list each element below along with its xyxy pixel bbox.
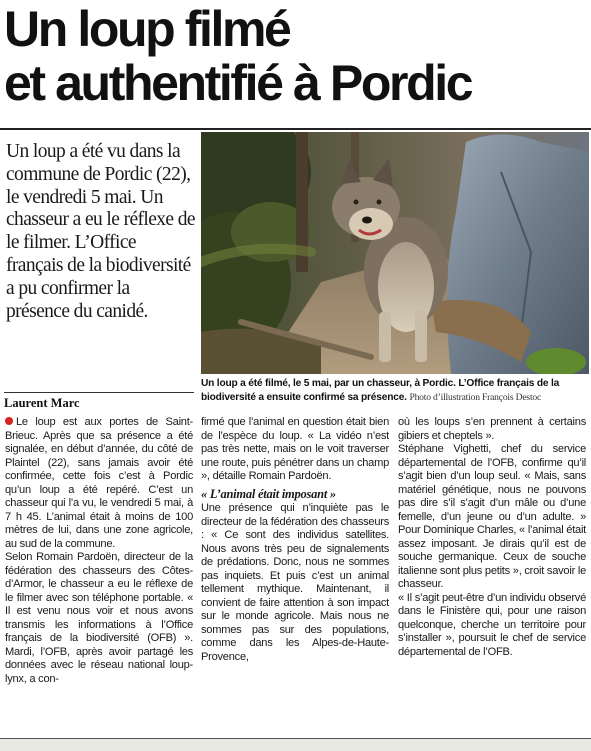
wolf-photo-illustration bbox=[201, 132, 589, 374]
photo-caption bbox=[201, 377, 589, 404]
photo-credit: Photo d’illustration François Destoc bbox=[409, 391, 542, 403]
byline-rule bbox=[4, 392, 194, 393]
article-column-2 bbox=[201, 416, 389, 664]
red-bullet-icon bbox=[5, 417, 13, 425]
article-paragraph: Une présence qui n’inquiète pas le directeur de la fédération des chasseurs : « Ce sont des individus satellites. Nous avons très peu de signalements de prédations. Donc, nous ne sommes pas inquiets. Et puis c’est un animal tellement mythique. Maintenant, il convient de faire attention à son impact sur le monde agricole. Mais nous ne sommes pas sur des populations, comme dans les Alpes-de-Haute-Provence, bbox=[201, 502, 389, 663]
headline-line-2: et authentifié à Pordic bbox=[4, 55, 472, 111]
wolf-photo bbox=[201, 132, 589, 374]
bottom-page-edge bbox=[0, 738, 591, 751]
article-subhead: « L’animal était imposant » bbox=[201, 486, 336, 501]
headline-line-1: Un loup filmé bbox=[4, 1, 290, 57]
article-paragraph: firmé que l’animal en question était bien de l’espèce du loup. « La vidéo n’est pas très nette, mais on le voit traverser une route, puis pénétrer dans un champ », détaille Romain Pardoën. bbox=[201, 416, 389, 482]
top-rule bbox=[0, 128, 591, 130]
byline: Laurent Marc bbox=[4, 396, 80, 410]
article-paragraph: Stéphane Vighetti, chef du service départemental de l’OFB, confirme qu’il s’agit bien d’un loup seul. « Mais, sans matériel génétique, nous ne pouvons pas dire s’il s’agit d’un mâle ou d’une femelle, d’un jeune ou d’un adulte. » Pour Dominique Charles, « l’animal était assez imposant. Je dirais qu’il est de souche germanique. Ceux de souche italienne sont plus petits », croit savoir le chasseur. bbox=[398, 443, 586, 590]
article-paragraph: Le loup est aux portes de Saint-Brieuc. Après que sa présence a été signalée, en début d’année, du côté de Plaintel (22), sans jamais avoir été confirmée, cette fois c’est à Pordic qu’un loup a été repéré. C’est un chasseur qui l’a vu, le vendredi 5 mai, à 7 h 45. L’animal était à moins de 100 mètres de lui, dans une zone agricole, au sud de la commune. bbox=[5, 416, 193, 550]
article-column-1 bbox=[5, 416, 193, 686]
article-paragraph: où les loups s’en prennent à certains gibiers et cheptels ». bbox=[398, 416, 586, 442]
article-paragraph: Selon Romain Pardoën, directeur de la fédération des chasseurs des Côtes-d’Armor, le chasseur a eu le réflexe de le filmer avec son téléphone portable. « Il est venu nous voir et nous avons transmis les informations à l’Office français de la biodiversité (OFB) ». Mardi, l’OFB, après avoir partagé les données avec le réseau national loup-lynx, a con- bbox=[5, 551, 193, 685]
article-column-3 bbox=[398, 416, 586, 659]
caption-text: Un loup a été filmé, le 5 mai, par un chasseur, à Pordic. L’Office français de la biodiversité a ensuite confirmé sa présence. bbox=[201, 378, 560, 403]
article-paragraph: « Il s’agit peut-être d’un individu observé dans le Finistère qui, pour une raison quelconque, cherche un territoire pour s’installer », poursuit le chef de service départemental de l’OFB. bbox=[398, 591, 586, 658]
lede-paragraph: Un loup a été vu dans la commune de Pordic (22), le vendredi 5 mai. Un chasseur a eu le réflexe de le filmer. L’Office français de la biodiversité a pu confirmer la présence du canidé. bbox=[6, 141, 195, 322]
headline bbox=[4, 2, 589, 110]
